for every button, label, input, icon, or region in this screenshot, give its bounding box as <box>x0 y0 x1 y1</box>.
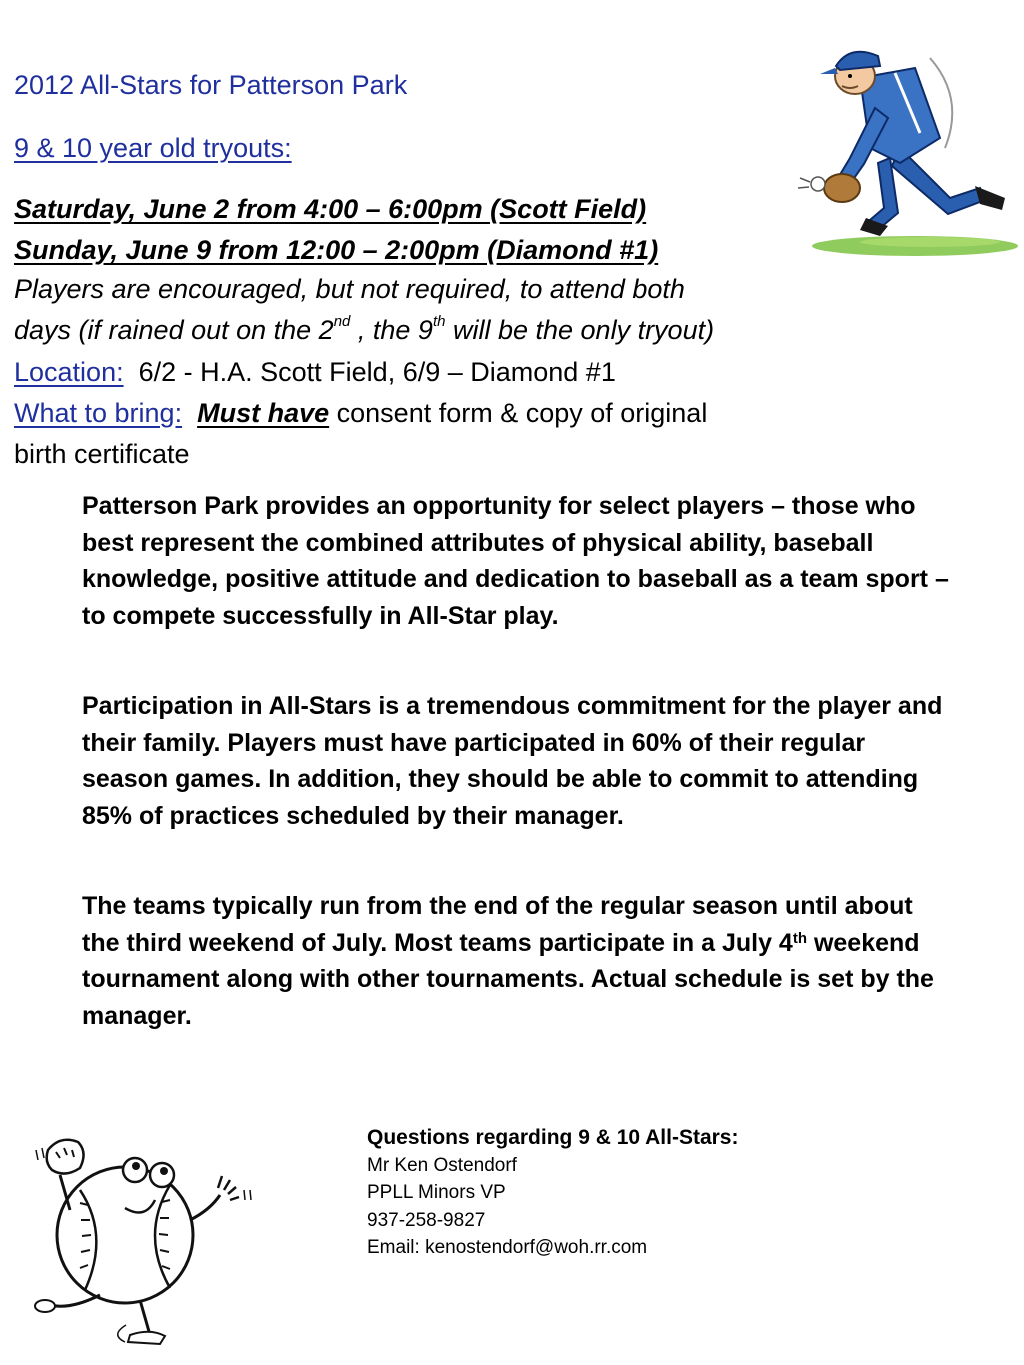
attendance-note-line1: Players are encouraged, but not required, to attend both <box>14 274 685 304</box>
paragraph-schedule-sup: th <box>792 929 807 947</box>
contact-heading: Questions regarding 9 & 10 All-Stars: <box>367 1126 739 1149</box>
contact-role: PPLL Minors VP <box>367 1182 506 1203</box>
location-line <box>14 357 616 388</box>
bring-line2: birth certificate <box>14 439 190 469</box>
bring-line <box>14 398 707 429</box>
bring-value: consent form & copy of original <box>329 398 708 428</box>
tryouts-heading: 9 & 10 year old tryouts: <box>14 133 292 163</box>
contact-name: Mr Ken Ostendorf <box>367 1154 517 1176</box>
paragraph-opportunity: Patterson Park provides an opportunity for select players – those who best represent the combined attributes of physical ability, baseball knowledge, positive attitude and dedication to baseball as a team sport – to compete successfully in All-Star play. <box>82 492 949 630</box>
location-label: Location: <box>14 357 124 387</box>
baseball-player-illustration <box>780 38 1020 263</box>
contact-phone: 937-258-9827 <box>367 1209 486 1231</box>
contact-block <box>367 1124 738 1262</box>
location-value: 6/2 - H.A. Scott Field, 6/9 – Diamond #1 <box>138 357 616 387</box>
saturday-schedule: Saturday, June 2 from 4:00 – 6:00pm (Scott Field) <box>14 194 647 224</box>
note-text-a: days (if rained out on the 2 <box>14 315 334 345</box>
bring-label: What to bring: <box>14 398 183 428</box>
attendance-note-line2 <box>14 315 714 346</box>
note-text-c: will be the only tryout) <box>445 315 715 345</box>
paragraph-commitment: Participation in All-Stars is a tremendous commitment for the player and their family. Players must have participated in 60% of their regular season games. In addition, they should be able to commit to attending 85% of practices scheduled by their manager. <box>82 692 943 830</box>
bring-emphasis: Must have <box>197 398 330 428</box>
paragraph-schedule <box>82 888 952 1034</box>
cartoon-baseball-illustration <box>30 1130 270 1360</box>
paragraph-schedule-text-a: The teams typically run from the end of the regular season until about the third weekend of July. Most teams participate in a July 4 <box>82 892 913 957</box>
note-sup-th: th <box>432 313 446 330</box>
note-text-b: , the 9 <box>350 315 433 345</box>
page-title: 2012 All-Stars for Patterson Park <box>14 70 408 100</box>
paragraph-schedule-text-b: weekend tournament along with other tournaments. Actual schedule is set by the manager. <box>82 928 934 1030</box>
contact-email[interactable]: Email: kenostendorf@woh.rr.com <box>367 1237 648 1258</box>
note-sup-nd: nd <box>333 313 351 330</box>
sunday-schedule: Sunday, June 9 from 12:00 – 2:00pm (Diamond #1) <box>14 235 659 265</box>
